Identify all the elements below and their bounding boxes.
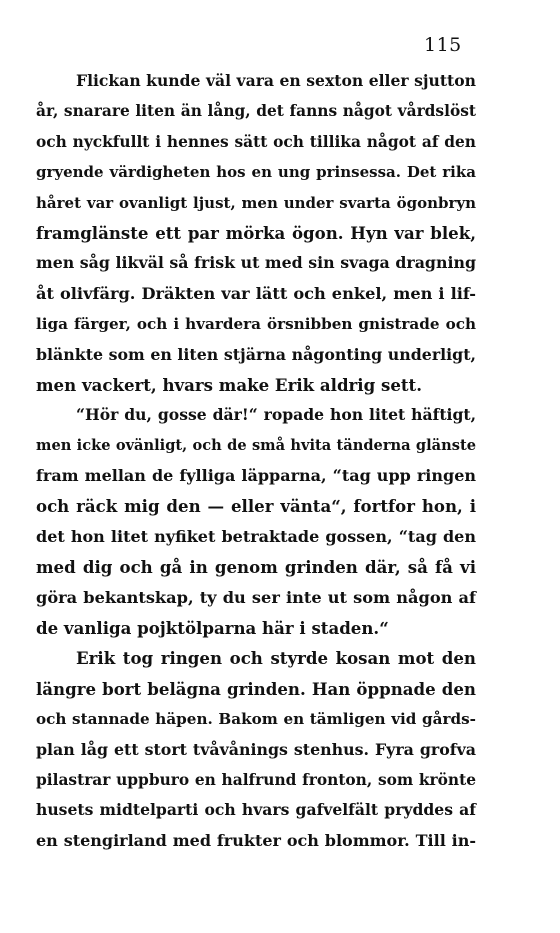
text-line: “Hör du, gosse där!“ ropade hon litet häftigt, <box>76 405 476 425</box>
text-line: och stannade häpen. Bakom en tämligen vid gårds- <box>36 710 476 729</box>
text-line: plan låg ett stort tvåvånings stenhus. Fyra grofva <box>36 739 476 759</box>
text-line: Erik tog ringen och styrde kosan mot den <box>76 648 476 669</box>
page-number: 115 <box>424 34 462 56</box>
text-line: fram mellan de fylliga läpparna, “tag upp ringen <box>36 466 476 486</box>
text-line: men icke ovänligt, och de små hvita tänderna glänste <box>36 436 476 454</box>
text-line: pilastrar uppburo en halfrund fronton, som krönte <box>36 770 476 789</box>
text-line: håret var ovanligt ljust, men under svarta ögonbryn <box>36 193 476 212</box>
text-line: år, snarare liten än lång, det fanns något vårdslöst <box>36 102 476 121</box>
text-line: göra bekantskap, ty du ser inte ut som någon af <box>36 587 476 607</box>
text-line: åt olivfärg. Dräkten var lätt och enkel, men i lif- <box>36 283 476 303</box>
text-line: de vanliga pojktölparna här i staden.“ <box>36 618 389 639</box>
text-line: och nyckfullt i hennes sätt och tillika något af den <box>36 132 476 151</box>
text-line: framglänste ett par mörka ögon. Hyn var blek, <box>36 222 476 243</box>
text-line: en stengirland med frukter och blommor. Till in- <box>36 830 476 850</box>
text-line: längre bort belägna grinden. Han öppnade den <box>36 678 476 699</box>
text-line: Flickan kunde väl vara en sexton eller sjutton <box>76 71 476 90</box>
text-line: liga färger, och i hvardera örsnibben gnistrade och <box>36 315 476 334</box>
text-line: det hon litet nyfiket betraktade gossen, “tag den <box>36 526 476 546</box>
text-line: blänkte som en liten stjärna någonting underligt, <box>36 344 476 364</box>
text-line: husets midtelparti och hvars gafvelfält pryddes af <box>36 800 476 820</box>
text-line: med dig och gå in genom grinden där, så få vi <box>36 557 476 578</box>
text-line: men vackert, hvars make Erik aldrig sett. <box>36 374 422 395</box>
body-text <box>36 66 476 856</box>
text-line: gryende värdigheten hos en ung prinsessa. Det rika <box>36 163 476 182</box>
text-line: och räck mig den — eller vänta“, fortfor hon, i <box>36 496 476 517</box>
text-line: men såg likväl så frisk ut med sin svaga dragning <box>36 253 476 273</box>
